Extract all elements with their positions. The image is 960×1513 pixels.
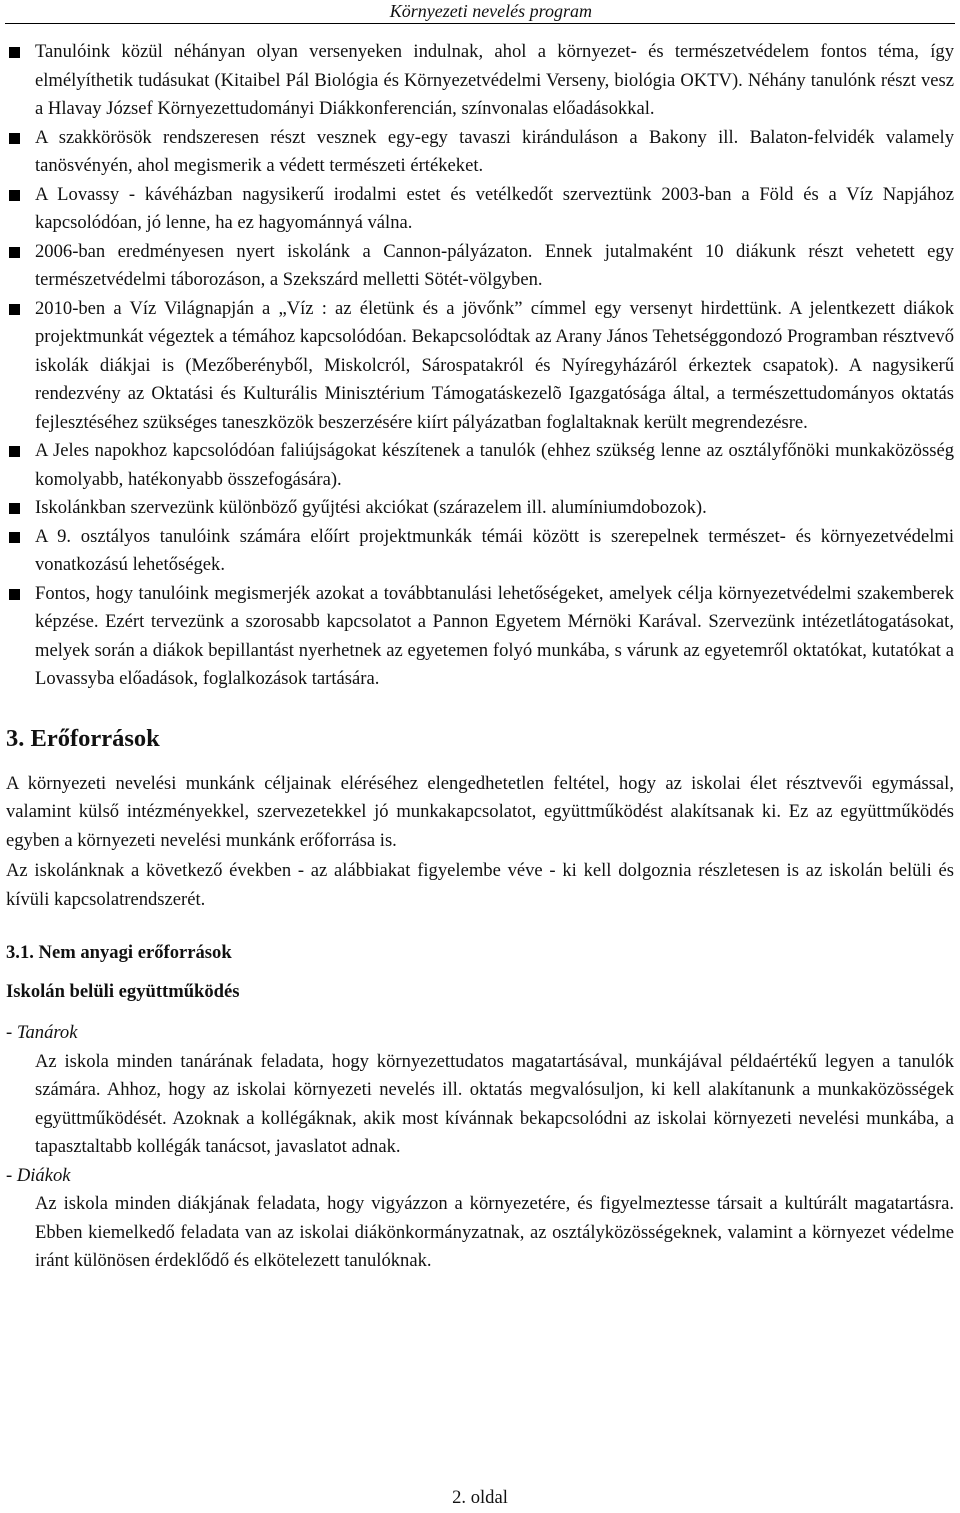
section-heading: 3. Erőforrások [6, 724, 160, 752]
square-bullet-icon [9, 133, 20, 144]
square-bullet-icon [9, 304, 20, 315]
document-body [6, 38, 954, 1276]
square-bullet-icon [9, 503, 20, 514]
role-label-teachers: - Tanárok [6, 1022, 78, 1043]
list-item-text: 2006-ban eredményesen nyert iskolánk a Cannon-pályázaton. Ennek jutalmaként 10 diákunk részt vehetett egy természetvédelmi táborozáson, a Szekszárd melletti Sötét-völgyben. [35, 240, 954, 290]
header-rule [5, 23, 955, 24]
list-item-text: 2010-ben a Víz Világnapján a „Víz : az életünk és a jövőnk” címmel egy versenyt hirdettünk. A jelentkezett diákok projektmunkát végeztek a témához kapcsolódóan. Bekapcsolódtak az Arany János Tehetséggondozó Programban résztvevő iskolák diákjai is (Mezőberényből, Miskolcról, Sárospatakról és Nyíregyházáról érkeztek csapatok). A nagysikerű rendezvény az Oktatási és Kulturális Minisztérium Támogatáskezelõ Igazgatósága által, a természettudományos oktatás fejlesztéséhez szükséges taneszközök beszerzésére kiírt pályázatban foglaltaknak került megrendezésre. [35, 297, 954, 433]
subsection-heading: 3.1. Nem anyagi erőforrások [6, 942, 232, 963]
list-item-text: A Jeles napokhoz kapcsolódóan faliújságokat készítenek a tanulók (ehhez szükség lenne az osztályfőnöki munkaközösség komolyabb, hatékonyabb összefogására). [35, 440, 954, 490]
list-item-text: A szakkörösök rendszeresen részt vesznek egy-egy tavaszi kiránduláson a Bakony ill. Balaton-felvidék valamely tanösvényén, ahol megismerik a védett természeti értékeket. [35, 126, 954, 176]
list-item [6, 295, 954, 438]
paragraph: A környezeti nevelési munkánk céljainak eléréséhez elengedhetetlen feltétel, hogy az iskolai élet résztvevői egymással, valamint külső intézményekkel, szervezetekkel jó munkakapcsolatot, együttműködést alakítsanak ki. Ez az együttműködés egyben a környezeti nevelési munkánk erőforrása is. [6, 772, 954, 851]
page-header: Környezeti nevelés program [389, 1, 592, 21]
activity-bullet-list [6, 38, 954, 694]
list-item [6, 38, 954, 124]
square-bullet-icon [9, 47, 20, 58]
role-label-students: - Diákok [6, 1164, 71, 1186]
list-item [6, 523, 954, 580]
list-item-text: A 9. osztályos tanulóink számára előírt projektmunkák témái között is szerepelnek természet- és környezetvédelmi vonatkozású lehetőségek. [35, 525, 954, 575]
list-item-text: Tanulóink közül néhányan olyan versenyeken indulnak, ahol a környezet- és természetvédelem fontos téma, így elmélyíthetik tudásukat (Kitaibel Pál Biológia és Környezetvédelmi Verseny, biológia OKTV). Néhány tanulónk részt vesz a Hlavay József Környezettudományi Diákkonferencián, színvonalas előadásokkal. [35, 41, 954, 119]
square-bullet-icon [9, 532, 20, 543]
square-bullet-icon [9, 247, 20, 258]
square-bullet-icon [9, 446, 20, 457]
list-item [6, 437, 954, 494]
paragraph: Az iskolánknak a következő években - az alábbiakat figyelembe véve - ki kell dolgoznia részletesen is az iskolán belüli és kívüli kapcsolatrendszerét. [6, 860, 954, 910]
list-item [6, 580, 954, 694]
role-description-teachers: Az iskola minden tanárának feladata, hogy környezettudatos magatartásával, munkájával példaértékű legyen a tanulók számára. Ahhoz, hogy az iskolai környezeti nevelés ill. oktatás megvalósuljon, ki kell alakítanunk a munkaközösségek együttműködését. Azoknak a kollégáknak, akik most kívánnak bekapcsolódni az iskolai környezeti nevelési munkába, a tapasztaltabb kollégák tanácsot, javaslatot adnak. [35, 1050, 954, 1157]
list-item [6, 238, 954, 295]
role-description-students: Az iskola minden diákjának feladata, hogy vigyázzon a környezetére, és figyelmeztesse társait a kultúrált magatartásra. Ebben kiemelkedő feladata van az iskolai diákönkormányzatnak, az osztályközösségeknek, valamint a környezet védelme iránt különösen érdeklődő és elkötelezett tanulóknak. [35, 1193, 954, 1271]
square-bullet-icon [9, 589, 20, 600]
subheading: Iskolán belüli együttműködés [6, 980, 240, 1002]
list-item-text: Iskolánkban szervezünk különböző gyűjtési akciókat (szárazelem ill. alumíniumdobozok). [35, 497, 707, 518]
list-item-text: A Lovassy - kávéházban nagysikerű irodalmi estet és vetélkedőt szerveztünk 2003-ban a Föld és a Víz Napjához kapcsolódóan, jó lenne, ha ez hagyománnyá válna. [35, 183, 954, 233]
list-item [6, 181, 954, 238]
page-number: 2. oldal [452, 1487, 508, 1508]
list-item [6, 124, 954, 181]
list-item-text: Fontos, hogy tanulóink megismerjék azokat a továbbtanulási lehetőségeket, amelyek célja környezetvédelmi szakemberek képzése. Ezért tervezünk a szorosabb kapcsolatot a Pannon Egyetem Mérnöki Karával. Szervezünk intézetlátogatásokat, melyek során a diákok bepillantást nyerhetnek az egyetemen folyó munkába, s várunk az egyetemről oktatókat, kutatókat a Lovassyba előadások, foglalkozások tartására. [35, 582, 954, 689]
square-bullet-icon [9, 190, 20, 201]
list-item [6, 494, 954, 523]
